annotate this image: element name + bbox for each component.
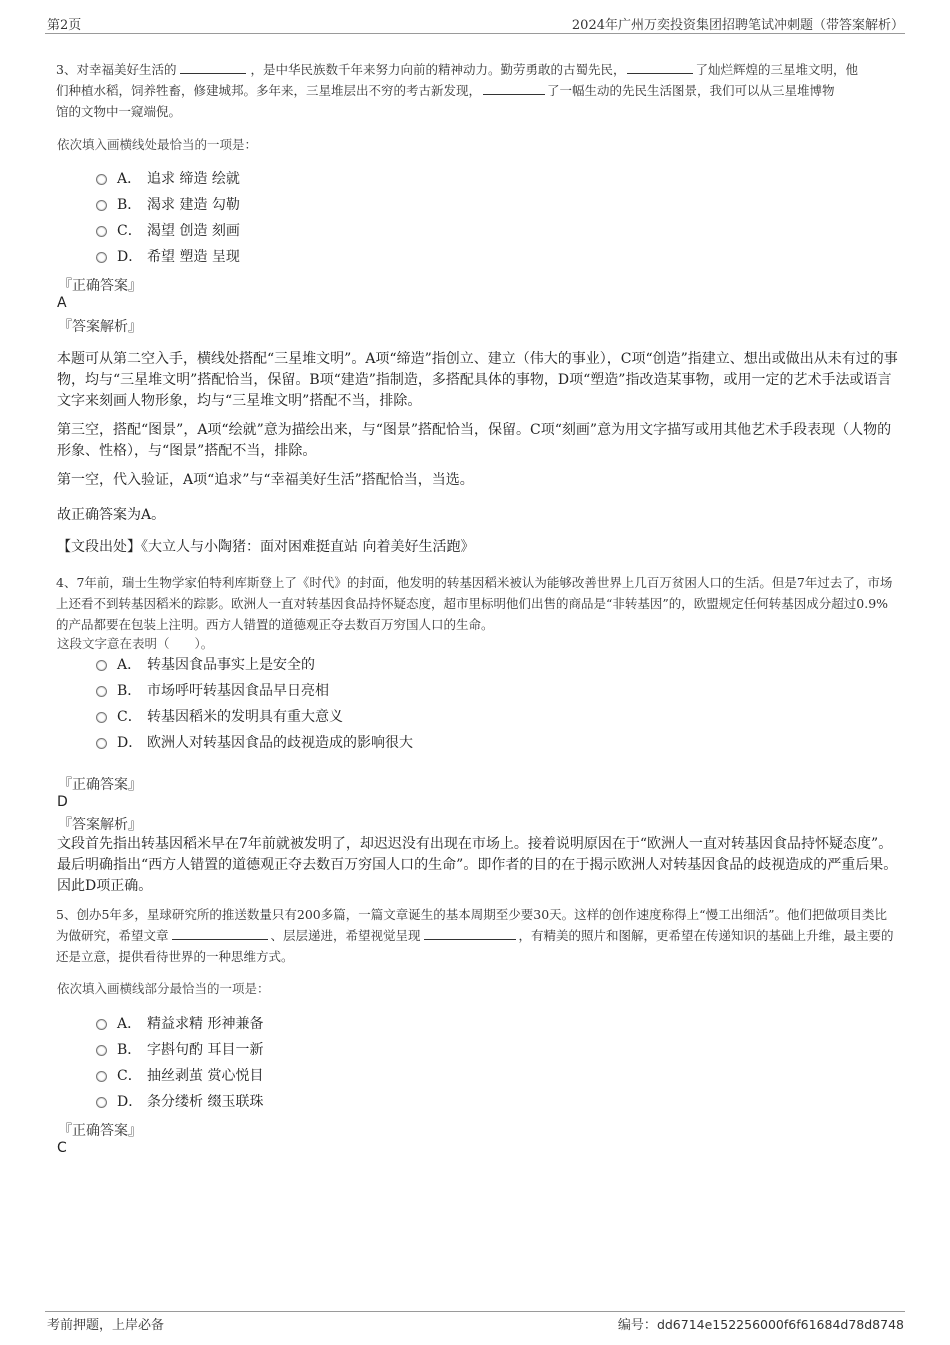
q4-answer: D xyxy=(57,794,68,810)
footer-code-value: dd6714e152256000f6f61684d78d8748 xyxy=(656,1317,904,1332)
q4-option-d[interactable]: D． 欧洲人对转基因食品的歧视造成的影响很大 xyxy=(96,732,413,754)
q3-source: 【文段出处】《大立人与小陶猪：面对困难挺直站 向着美好生活跑》 xyxy=(57,539,475,555)
q4-analysis-label: 『答案解析』 xyxy=(58,817,142,833)
header-divider xyxy=(45,33,905,34)
q3-option-d[interactable]: D． 希望 塑造 呈现 xyxy=(96,246,240,268)
q3-stem: 3、对幸福美好生活的 ，是中华民族数千年来努力向前的精神动力。勤劳勇敢的古蜀先民， 了灿烂辉煌的三星堆文明，他 们种植水稻，饲养牲畜，修建城邦。多年来，三星堆层出不穷的考古新发现， 了一幅生动的先民生活图景，我们可以从三星堆博物 馆的文物中一窥端倪。 xyxy=(56,62,858,119)
radio-icon[interactable] xyxy=(96,686,107,697)
radio-icon[interactable] xyxy=(96,226,107,237)
page-number: 第2页 xyxy=(47,18,82,33)
q3-blank-1 xyxy=(180,61,246,74)
radio-icon[interactable] xyxy=(96,1071,107,1082)
q3-option-a[interactable]: A． 追求 缔造 绘就 xyxy=(96,168,240,190)
q3-blank-2 xyxy=(627,61,693,74)
q4-option-a[interactable]: A． 转基因食品事实上是安全的 xyxy=(96,654,315,676)
radio-icon[interactable] xyxy=(96,252,107,263)
radio-icon[interactable] xyxy=(96,712,107,723)
q5-option-b[interactable]: B． 字斟句酌 耳目一新 xyxy=(96,1039,263,1061)
q5-option-c[interactable]: C． 抽丝剥茧 赏心悦目 xyxy=(96,1065,263,1087)
q5-blank-2 xyxy=(424,927,516,940)
q3-option-c[interactable]: C． 渴望 创造 刻画 xyxy=(96,220,240,242)
q3-analysis-p1: 本题可从第二空入手，横线处搭配“三星堆文明”。A项“缔造”指创立、建立（伟大的事业），C项“创造”指建立、想出或做出从未有过的事物，均与“三星堆文明”搭配恰当，保留。B项“建造”指制造，多搭配具体的事物，D项“塑造”指改造某事物，或用一定的艺术手法或语言文字来刻画人物形象，均与“三星堆文明”搭配不当，排除。 xyxy=(57,351,898,409)
q4-option-b[interactable]: B． 市场呼吁转基因食品早日亮相 xyxy=(96,680,329,702)
footer-slogan: 考前押题，上岸必备 xyxy=(47,1318,165,1333)
q3-answer: A xyxy=(57,295,67,311)
q5-instruction: 依次填入画横线部分最恰当的一项是： xyxy=(57,981,270,996)
q3-answer-label: 『正确答案』 xyxy=(58,278,142,294)
q4-analysis: 文段首先指出转基因稻米早在7年前就被发明了，却迟迟没有出现在市场上。接着说明原因在于“欧洲人一直对转基因食品持怀疑态度”。最后明确指出“西方人错置的道德观正夺去数百万穷国人口的生命”。即作者的目的在于揭示欧洲人对转基因食品的歧视造成的严重后果。因此D项正确。 xyxy=(57,836,898,894)
footer-code xyxy=(618,1314,904,1333)
radio-icon[interactable] xyxy=(96,200,107,211)
q3-blank-3 xyxy=(483,82,545,95)
q3-instruction: 依次填入画横线处最恰当的一项是： xyxy=(57,137,258,152)
q4-stem: 4、7年前，瑞士生物学家伯特利库斯登上了《时代》的封面，他发明的转基因稻米被认为能够改善世界上几百万贫困人口的生活。但是7年过去了，市场上还看不到转基因稻米的踪影。欧洲人一直对转基因食品持怀疑态度，超市里标明他们出售的商品是“非转基因”的，欧盟规定任何转基因成分超过0.9%的产品都要在包装上注明。西方人错置的道德观正夺去数百万穷国人口的生命。 xyxy=(56,575,893,632)
q3-analysis-p2: 第三空，搭配“图景”，A项“绘就”意为描绘出来，与“图景”搭配恰当，保留。C项“刻画”意为用文字描写或用其他艺术手段表现（人物的形象、性格），与“图景”搭配不当，排除。 xyxy=(57,422,892,459)
q4-option-c[interactable]: C． 转基因稻米的发明具有重大意义 xyxy=(96,706,343,728)
q3-analysis-label: 『答案解析』 xyxy=(58,319,142,335)
q3-analysis-p3: 第一空，代入验证，A项“追求”与“幸福美好生活”搭配恰当，当选。 xyxy=(57,472,474,488)
q5-option-d[interactable]: D． 条分缕析 缀玉联珠 xyxy=(96,1091,263,1113)
q5-answer: C xyxy=(57,1140,67,1156)
radio-icon[interactable] xyxy=(96,1019,107,1030)
footer-code-label: 编号： xyxy=(617,1318,657,1333)
q5-blank-1 xyxy=(172,927,268,940)
q5-stem: 5、创办5年多，星球研究所的推送数量只有200多篇，一篇文章诞生的基本周期至少要30天。这样的创作速度称得上“慢工出细活”。他们把做项目类比为做研究，希望文章 、层层递进，希望视觉呈现 ，有精美的照片和图解，更希望在传递知识的基础上升维，最主要的还是立意，提供看待世界的一种思维方式。 xyxy=(56,907,894,964)
radio-icon[interactable] xyxy=(96,1097,107,1108)
q3-option-b[interactable]: B． 渴求 建造 勾勒 xyxy=(96,194,240,216)
q4-question: 这段文字意在表明（ ）。 xyxy=(57,636,214,651)
q5-option-a[interactable]: A． 精益求精 形神兼备 xyxy=(96,1013,263,1035)
radio-icon[interactable] xyxy=(96,660,107,671)
document-title: 2024年广州万奕投资集团招聘笔试冲刺题（带答案解析） xyxy=(571,18,904,33)
radio-icon[interactable] xyxy=(96,738,107,749)
footer-divider xyxy=(45,1311,905,1312)
radio-icon[interactable] xyxy=(96,174,107,185)
q3-analysis-p4: 故正确答案为A。 xyxy=(57,507,166,523)
q5-answer-label: 『正确答案』 xyxy=(58,1123,142,1139)
radio-icon[interactable] xyxy=(96,1045,107,1056)
q4-answer-label: 『正确答案』 xyxy=(58,777,142,793)
